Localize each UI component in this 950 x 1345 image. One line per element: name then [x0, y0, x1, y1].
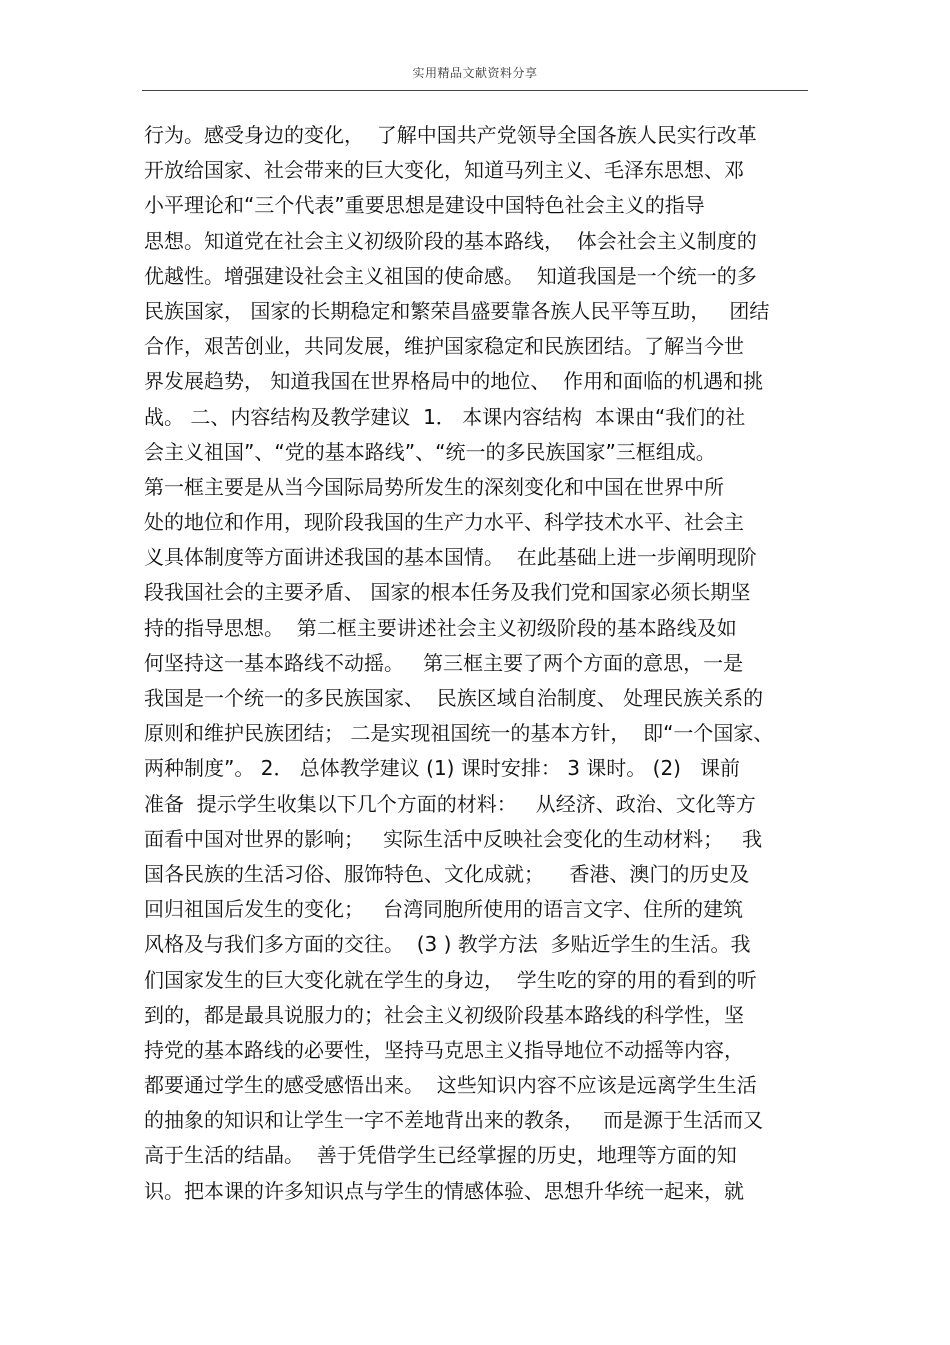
- text-line: 合作，艰苦创业，共同发展，维护国家稳定和民族团结。了解当今世: [144, 334, 744, 359]
- text-line: 两种制度”。 2． 总体教学建议 (1) 课时安排： 3 课时。 (2) 课前: [144, 756, 741, 781]
- text-line: 原则和维护民族团结； 二是实现祖国统一的基本方针， 即“一个国家、: [144, 721, 774, 746]
- text-line: 第一框主要是从当今国际局势所发生的深刻变化和中国在世界中所: [144, 474, 724, 499]
- text-line: 思想。知道党在社会主义初级阶段的基本路线， 体会社会主义制度的: [144, 228, 757, 253]
- text-line: 面看中国对世界的影响； 实际生活中反映社会变化的生动材料； 我: [144, 826, 763, 851]
- text-line: 战。 二、内容结构及教学建议 1． 本课内容结构 本课由“我们的社: [144, 404, 746, 429]
- text-line: 义具体制度等方面讲述我国的基本国情。 在此基础上进一步阐明现阶: [144, 545, 757, 570]
- text-line: 行为。感受身边的变化， 了解中国共产党领导全国各族人民实行改革: [144, 123, 757, 147]
- text-line: 优越性。增强建设社会主义祖国的使命感。 知道我国是一个统一的多: [144, 263, 757, 288]
- text-line: 准备 提示学生收集以下几个方面的材料： 从经济、政治、文化等方: [144, 791, 756, 816]
- text-line: 识。把本课的许多知识点与学生的情感体验、思想升华统一起来，就: [144, 1178, 744, 1203]
- text-line: 到的，都是最具说服力的；社会主义初级阶段基本路线的科学性，坚: [144, 1002, 744, 1027]
- text-line: 处的地位和作用，现阶段我国的生产力水平、科学技术水平、社会主: [144, 510, 744, 535]
- text-line: 风格及与我们多方面的交往。 (3 ) 教学方法 多贴近学生的生活。我: [144, 932, 751, 957]
- text-line: 高于生活的结晶。 善于凭借学生已经掌握的历史，地理等方面的知: [144, 1143, 737, 1168]
- page-header-title: 实用精品文献资料分享: [412, 66, 538, 80]
- text-line: 回归祖国后发生的变化； 台湾同胞所使用的语言文字、住所的建筑: [144, 897, 744, 922]
- body-text: [144, 118, 816, 1209]
- text-line: 开放给国家、社会带来的巨大变化，知道马列主义、毛泽东思想、邓: [144, 158, 744, 183]
- text-line: 持的指导思想。 第二框主要讲述社会主义初级阶段的基本路线及如: [144, 615, 737, 640]
- text-line: 国各民族的生活习俗、服饰特色、文化成就； 香港、澳门的历史及: [144, 861, 750, 886]
- text-line: 都要通过学生的感受感悟出来。 这些知识内容不应该是远离学生生活: [144, 1073, 757, 1098]
- text-line: 界发展趋势， 知道我国在世界格局中的地位、 作用和面临的机遇和挑: [144, 369, 764, 394]
- text-line: 民族国家， 国家的长期稳定和繁荣昌盛要靠各族人民平等互助， 团结: [144, 298, 770, 323]
- text-line: 段我国社会的主要矛盾、 国家的根本任务及我们党和国家必须长期坚: [144, 580, 751, 605]
- text-line: 会主义祖国”、“党的基本路线”、“统一的多民族国家”三框组成。: [144, 439, 716, 464]
- text-line: 的抽象的知识和让学生一字不差地背出来的教条， 而是源于生活而又: [144, 1108, 764, 1133]
- header-divider: [142, 90, 808, 91]
- text-line: 我国是一个统一的多民族国家、 民族区域自治制度、 处理民族关系的: [144, 686, 764, 710]
- text-line: 们国家发生的巨大变化就在学生的身边， 学生吃的穿的用的看到的听: [144, 967, 757, 992]
- text-line: 小平理论和“三个代表”重要思想是建设中国特色社会主义的指导: [144, 193, 705, 218]
- text-line: 持党的基本路线的必要性，坚持马克思主义指导地位不动摇等内容，: [144, 1037, 744, 1062]
- text-line: 何坚持这一基本路线不动摇。 第三框主要了两个方面的意思，一是: [144, 650, 744, 675]
